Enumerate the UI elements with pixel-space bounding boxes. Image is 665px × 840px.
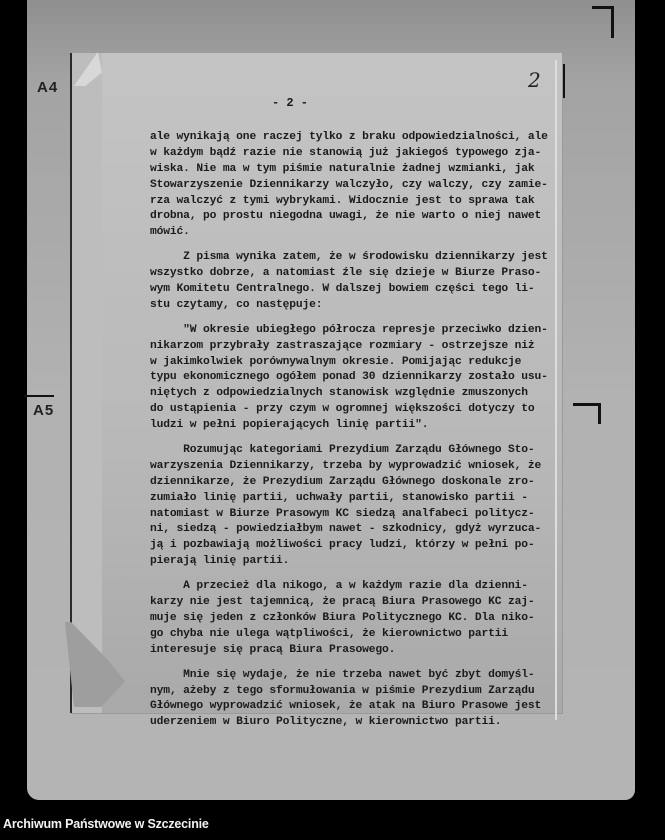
text-line: "W okresie ubiegłego półrocza represje przeciwko dzien- — [150, 323, 548, 336]
text-line: ale wynikają one raczej tylko z braku odpowiedzialności, ale — [150, 131, 548, 143]
text-line: ludzi w pełni popierających linię partii". — [150, 419, 429, 432]
text-line: interesuje się pracą Biura Prasowego. — [150, 643, 396, 656]
text-line: nikarzom przybrały zastraszające rozmiary - ostrzejsze niż — [150, 339, 535, 352]
text-line: Stowarzyszenie Dziennikarzy walczyło, czy walczy, czy zamie- — [150, 178, 548, 191]
text-line: wszystko dobrze, a natomiast źle się dzieje w Biurze Praso- — [150, 267, 542, 280]
text-line: Mnie się wydaje, że nie trzeba nawet być zbyt domyśl- — [150, 668, 535, 681]
crop-mark-a5-left-h — [24, 395, 54, 397]
text-line: Z pisma wynika zatem, że w środowisku dziennikarzy jest — [150, 251, 548, 264]
text-line: A przecież dla nikogo, a w każdym razie dla dzienni- — [150, 580, 528, 593]
text-line: uderzeniem w Biuro Polityczne, w kierownictwo partii. — [150, 716, 502, 729]
archive-credit: Archiwum Państwowe w Szczecinie — [3, 817, 209, 831]
handwritten-folio-number: 2 — [528, 68, 541, 92]
text-line: Głównego wyprowadzić wniosek, że atak na Biuro Prasowe jest — [150, 700, 542, 713]
text-line: zumiało linię partii, uchwały partii, stanowisko partii - — [150, 491, 528, 504]
text-line: nym, ażeby z tego sformułowania w piśmie Prezydium Zarządu — [150, 684, 535, 697]
text-line: stu czytamy, co następuje: — [150, 298, 323, 311]
text-line: w jakimkolwiek porównywalnym okresie. Pomijając redukcje — [150, 355, 522, 368]
crop-mark-a4-right — [562, 64, 565, 98]
paragraph-quote — [150, 323, 548, 434]
text-line: mówić. — [150, 226, 190, 239]
text-line: go chyba nie ulega wątpliwości, że kierownictwo partii — [150, 627, 508, 640]
crop-mark-a5-right-h — [573, 403, 601, 406]
text-line: niętych z odpowiedzialnych stanowisk względnie zmuszonych — [150, 387, 528, 400]
text-line: karzy nie jest tajemnicą, że pracą Biura Prasowego KC zaj- — [150, 596, 535, 609]
text-line: dziennikarze, że Prezydium Zarządu Głównego doskonale zro- — [150, 475, 535, 488]
text-line: pierają linię partii. — [150, 555, 290, 568]
text-line: wym Komitetu Centralnego. W dalszej bowiem części tego li- — [150, 283, 535, 296]
text-line: rza walczyć z tymi wybrykami. Widocznie jest to sprawa tak — [150, 194, 535, 207]
text-line: natomiast w Biurze Prasowym KC siedzą analfabeci politycz- — [150, 507, 535, 520]
text-line: w każdym bądź razie nie stanowią już jakiegoś typowego zja- — [150, 146, 542, 159]
paragraph — [150, 443, 542, 570]
crop-mark-top-right-v — [611, 6, 614, 38]
paragraph — [150, 579, 535, 658]
text-line: ni, siedzą - powiedziałbym nawet - szkodnicy, gdyż wyrzuca- — [150, 523, 542, 536]
crop-mark-a5-right-v — [598, 403, 601, 424]
page-number: - 2 - — [272, 96, 309, 110]
text-line: do ustąpienia - przy czym w ogromnej większości dotyczy to — [150, 403, 535, 416]
paragraph — [150, 250, 548, 314]
text-line: typu ekonomicznego ogółem ponad 30 dziennikarzy zostało usu- — [150, 371, 548, 384]
text-line: ją i pozbawiają możliwości pracy ludzi, którzy w pełni po- — [150, 539, 535, 552]
typewritten-text — [150, 130, 548, 731]
text-line: Rozumując kategoriami Prezydium Zarządu Głównego Sto- — [150, 444, 535, 457]
size-marker-a4: A4 — [37, 79, 59, 96]
text-line: muje się jeden z członków Biura Politycznego KC. Dla niko- — [150, 611, 535, 624]
paragraph — [150, 130, 548, 241]
size-marker-a5: A5 — [33, 402, 55, 419]
page-edge — [555, 60, 557, 720]
text-line: wiska. Nie ma w tym piśmie naturalnie żadnej wzmianki, jak — [150, 162, 535, 175]
text-line: drobna, po prostu niegodna uwagi, że nie warto o niej nawet — [150, 210, 542, 223]
text-line: warzyszenia Dziennikarzy, trzeba by wyprowadzić wniosek, że — [150, 459, 542, 472]
paragraph — [150, 668, 542, 732]
